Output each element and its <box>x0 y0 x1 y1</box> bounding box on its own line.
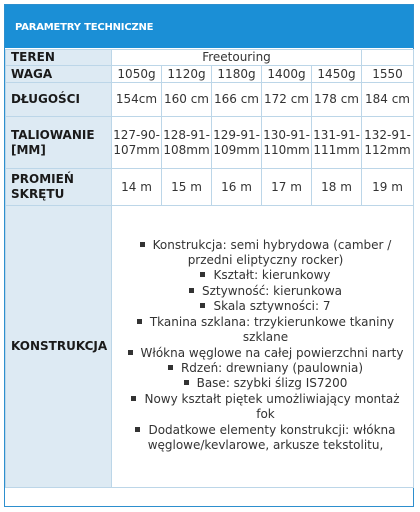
waga-cell: 1450g <box>312 66 362 83</box>
waga-cell: 1180g <box>212 66 262 83</box>
list-item: Skala sztywności: 7 <box>126 299 405 314</box>
list-item: Sztywność: kierunkowa <box>126 284 405 299</box>
label-waga: WAGA <box>6 66 112 83</box>
promien-cell: 17 m <box>262 169 312 206</box>
list-item: Rdzeń: drewniany (paulownia) <box>126 361 405 376</box>
bullet-icon <box>200 303 205 308</box>
bullet-icon <box>128 350 133 355</box>
bullet-icon <box>189 288 194 293</box>
list-item: Tkanina szklana: trzykierunkowe tkaniny szklane <box>126 315 405 346</box>
list-item: Nowy kształt piętek umożliwiający montaż fok <box>126 392 405 423</box>
konstrukcja-details <box>112 206 414 488</box>
taliowanie-cell: 127-90-107mm <box>112 117 162 169</box>
dlugosc-cell: 184 cm <box>362 83 414 117</box>
list-item: Kształt: kierunkowy <box>126 268 405 283</box>
bullet-icon <box>184 380 189 385</box>
row-waga <box>6 66 414 83</box>
waga-cell: 1120g <box>162 66 212 83</box>
waga-cell: 1400g <box>262 66 312 83</box>
bullet-icon <box>168 365 173 370</box>
bullet-icon <box>200 272 205 277</box>
list-item: Konstrukcja: semi hybrydowa (camber / przedni eliptyczny rocker) <box>126 238 405 269</box>
table-title: PARAMETRY TECHNICZNE <box>15 22 154 33</box>
konstrukcja-list <box>126 238 405 454</box>
bullet-icon <box>137 319 142 324</box>
taliowanie-cell: 128-91-108mm <box>162 117 212 169</box>
bullet-icon <box>131 396 136 401</box>
dlugosc-cell: 160 cm <box>162 83 212 117</box>
taliowanie-cell: 131-91-111mm <box>312 117 362 169</box>
row-taliowanie <box>6 117 414 169</box>
waga-cell: 1550 <box>362 66 414 83</box>
dlugosc-cell: 166 cm <box>212 83 262 117</box>
spec-table <box>5 49 414 488</box>
waga-cell: 1050g <box>112 66 162 83</box>
promien-cell: 16 m <box>212 169 262 206</box>
row-teren <box>6 50 414 66</box>
dlugosc-cell: 178 cm <box>312 83 362 117</box>
list-item: Włókna węglowe na całej powierzchni narty <box>126 346 405 361</box>
row-dlugosci <box>6 83 414 117</box>
bullet-icon <box>140 242 145 247</box>
taliowanie-cell: 129-91-109mm <box>212 117 262 169</box>
dlugosc-cell: 154cm <box>112 83 162 117</box>
label-konstrukcja: KONSTRUKCJA <box>6 206 112 488</box>
promien-cell: 19 m <box>362 169 414 206</box>
table-header <box>5 5 413 48</box>
label-teren: TEREN <box>6 50 112 66</box>
label-dlugosci: DŁUGOŚCI <box>6 83 112 117</box>
label-taliowanie: TALIOWANIE [MM] <box>6 117 112 169</box>
promien-cell: 18 m <box>312 169 362 206</box>
row-konstrukcja <box>6 206 414 488</box>
value-teren: Freetouring <box>112 50 362 66</box>
row-promien <box>6 169 414 206</box>
taliowanie-cell: 132-91-112mm <box>362 117 414 169</box>
list-item: Base: szybki ślizg IS7200 <box>126 376 405 391</box>
promien-cell: 14 m <box>112 169 162 206</box>
taliowanie-cell: 130-91-110mm <box>262 117 312 169</box>
spec-table-frame <box>4 4 414 507</box>
dlugosc-cell: 172 cm <box>262 83 312 117</box>
label-promien: PROMIEŃ SKRĘTU <box>6 169 112 206</box>
bullet-icon <box>135 427 140 432</box>
promien-cell: 15 m <box>162 169 212 206</box>
list-item: Dodatkowe elementy konstrukcji: włókna węglowe/kevlarowe, arkusze tekstolitu, <box>126 423 405 454</box>
value-teren-empty <box>362 50 414 66</box>
